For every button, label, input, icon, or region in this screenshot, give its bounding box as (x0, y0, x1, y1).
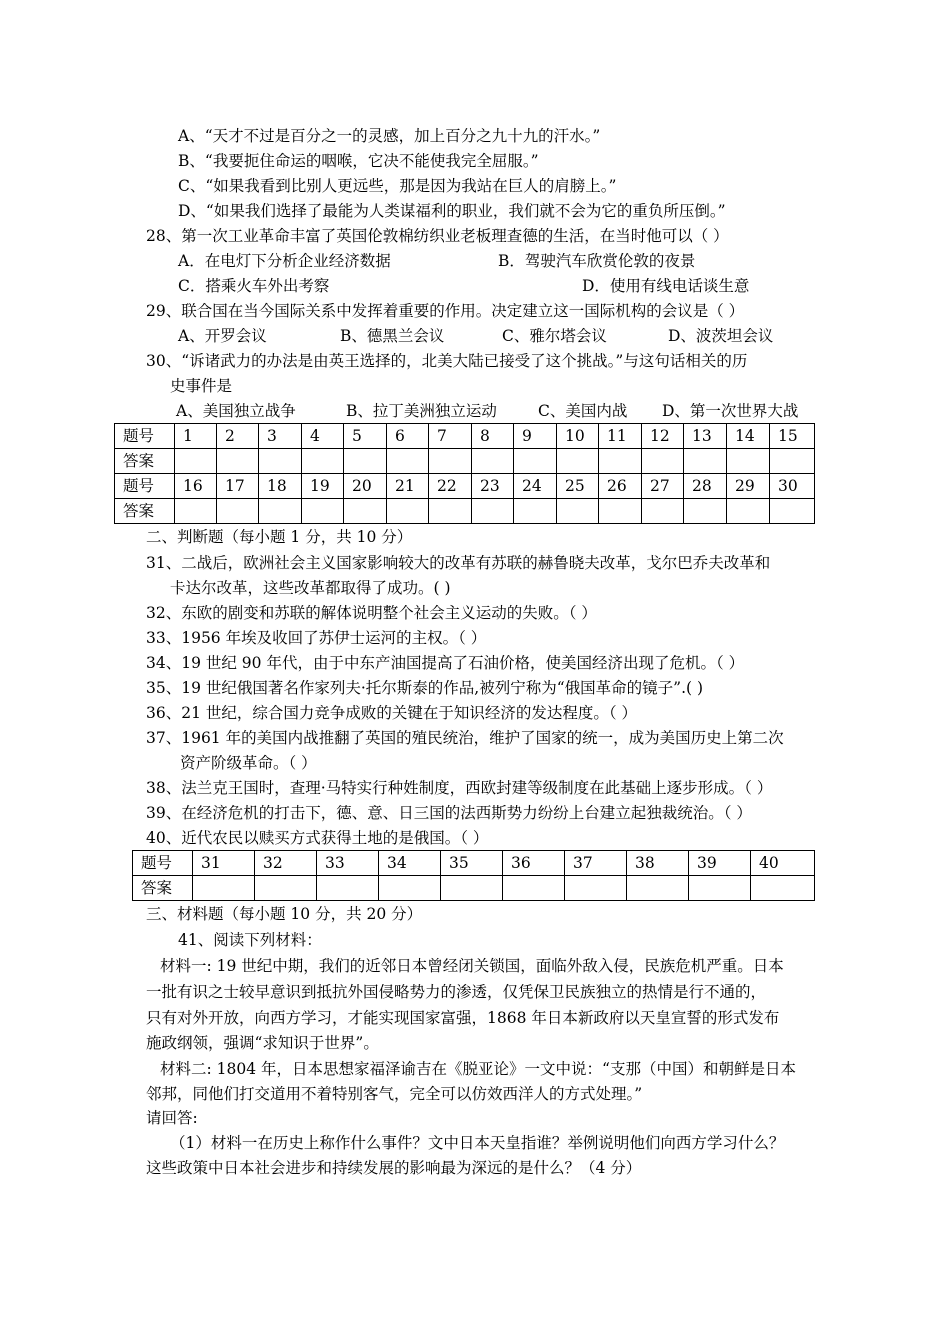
judge-q38: 38、法兰克王国时，查理·马特实行种姓制度，西欧封建等级制度在此基础上逐步形成。（ ） (146, 779, 773, 797)
answer-cell[interactable] (503, 876, 565, 901)
answer-cell[interactable] (557, 449, 599, 474)
question-number: 18 (259, 474, 302, 499)
material1-line3: 只有对外开放，向西方学习，才能实现国家富强，1868 年日本新政府以天皇宣誓的形式发布 (146, 1009, 780, 1027)
answer-label: 答案 (115, 449, 175, 474)
judge-q40: 40、近代农民以赎买方式获得土地的是俄国。（ ） (146, 829, 489, 847)
q27-option-c: C、“如果我看到比别人更远些，那是因为我站在巨人的肩膀上。” (178, 177, 617, 195)
answer-cell[interactable] (344, 449, 387, 474)
question-number-label: 题号 (133, 851, 193, 876)
answer-cell[interactable] (684, 449, 727, 474)
question-number: 12 (642, 424, 684, 449)
judge-q34: 34、19 世纪 90 年代，由于中东产油国提高了石油价格，使美国经济出现了危机。（ ） (146, 654, 745, 672)
answer-cell[interactable] (379, 876, 441, 901)
answer-cell[interactable] (727, 499, 770, 524)
answer-cell[interactable] (472, 449, 514, 474)
answer-cell[interactable] (727, 449, 770, 474)
answer-cell[interactable] (770, 449, 815, 474)
question-number: 9 (514, 424, 557, 449)
judge-q39: 39、在经济危机的打击下，德、意、日三国的法西斯势力纷纷上台建立起独裁统治。（ ） (146, 804, 752, 822)
question-number: 26 (599, 474, 642, 499)
q30-option-a: A、美国独立战争 (176, 402, 296, 420)
question-number: 17 (217, 474, 259, 499)
question-number: 33 (317, 851, 379, 876)
question-number: 19 (302, 474, 344, 499)
answer-cell[interactable] (642, 449, 684, 474)
question-number: 39 (689, 851, 751, 876)
q27-option-b: B、“我要扼住命运的咽喉，它决不能使我完全屈服。” (178, 152, 539, 170)
section3-title: 三、材料题（每小题 10 分，共 20 分） (146, 905, 423, 923)
q27-option-d: D、“如果我们选择了最能为人类谋福利的职业，我们就不会为它的重负所压倒。” (178, 202, 726, 220)
question-number: 30 (770, 474, 815, 499)
sub-question-1-line1: （1）材料一在历史上称作什么事件？文中日本天皇指谁？举例说明他们向西方学习什么？ (170, 1134, 785, 1152)
question-number: 37 (565, 851, 627, 876)
q29-stem: 29、联合国在当今国际关系中发挥着重要的作用。决定建立这一国际机构的会议是（ ） (146, 302, 745, 320)
question-number: 8 (472, 424, 514, 449)
question-number: 34 (379, 851, 441, 876)
answer-table-2 (132, 850, 815, 901)
answer-cell[interactable] (317, 876, 379, 901)
question-number: 32 (255, 851, 317, 876)
answer-cell[interactable] (429, 449, 472, 474)
answer-cell[interactable] (217, 499, 259, 524)
answer-cell[interactable] (689, 876, 751, 901)
material1-line1: 材料一: 19 世纪中期，我们的近邻日本曾经闭关锁国，面临外敌入侵，民族危机严重。日本 (160, 957, 784, 975)
answer-cell[interactable] (642, 499, 684, 524)
q28-option-d: D．使用有线电话谈生意 (582, 277, 750, 295)
material2-line2: 邻邦，同他们打交道用不着特别客气，完全可以仿效西洋人的方式处理。” (146, 1085, 643, 1103)
question-number: 27 (642, 474, 684, 499)
question-number: 40 (751, 851, 815, 876)
answer-cell[interactable] (565, 876, 627, 901)
answer-cell[interactable] (302, 449, 344, 474)
material1-line2: 一批有识之士较早意识到抵抗外国侵略势力的渗透，仅凭保卫民族独立的热情是行不通的， (146, 983, 767, 1001)
answer-cell[interactable] (514, 499, 557, 524)
answer-cell[interactable] (259, 449, 302, 474)
question-number: 6 (387, 424, 429, 449)
answer-cell[interactable] (175, 449, 217, 474)
answer-cell[interactable] (472, 499, 514, 524)
sub-question-1-line2: 这些政策中日本社会进步和持续发展的影响最为深远的是什么？（4 分） (146, 1159, 642, 1177)
answer-cell[interactable] (344, 499, 387, 524)
judge-q33: 33、1956 年埃及收回了苏伊士运河的主权。（ ） (146, 629, 487, 647)
judge-q31-line1: 31、二战后，欧洲社会主义国家影响较大的改革有苏联的赫鲁晓夫改革，戈尔巴乔夫改革和 (146, 554, 771, 572)
judge-q31-line2: 卡达尔改革，这些改革都取得了成功。( ) (170, 579, 451, 597)
question-number: 3 (259, 424, 302, 449)
answer-cell[interactable] (751, 876, 815, 901)
answer-cell[interactable] (217, 449, 259, 474)
answer-cell[interactable] (302, 499, 344, 524)
question-number: 31 (193, 851, 255, 876)
answer-table-1 (114, 423, 815, 524)
question-number: 28 (684, 474, 727, 499)
answer-cell[interactable] (441, 876, 503, 901)
answer-cell[interactable] (387, 499, 429, 524)
answer-cell[interactable] (387, 449, 429, 474)
table-row (133, 851, 815, 876)
q29-option-b: B、德黑兰会议 (340, 327, 445, 345)
judge-q32: 32、东欧的剧变和苏联的解体说明整个社会主义运动的失败。（ ） (146, 604, 597, 622)
q30-option-b: B、拉丁美洲独立运动 (346, 402, 497, 420)
q28-option-b: B．驾驶汽车欣赏伦敦的夜景 (498, 252, 696, 270)
question-number: 14 (727, 424, 770, 449)
question-number: 25 (557, 474, 599, 499)
q29-option-c: C、雅尔塔会议 (502, 327, 607, 345)
answer-cell[interactable] (684, 499, 727, 524)
question-number-label: 题号 (115, 424, 175, 449)
q30-stem-line2: 史事件是 (170, 377, 233, 395)
question-number: 13 (684, 424, 727, 449)
answer-cell[interactable] (175, 499, 217, 524)
question-number: 35 (441, 851, 503, 876)
question-number: 1 (175, 424, 217, 449)
question-number: 22 (429, 474, 472, 499)
answer-cell[interactable] (259, 499, 302, 524)
answer-cell[interactable] (599, 449, 642, 474)
section2-title: 二、判断题（每小题 1 分，共 10 分） (146, 528, 413, 546)
please-answer: 请回答: (146, 1109, 198, 1127)
answer-cell[interactable] (255, 876, 317, 901)
question-number-label: 题号 (115, 474, 175, 499)
question-number: 2 (217, 424, 259, 449)
q29-option-d: D、波茨坦会议 (668, 327, 774, 345)
q41-intro: 41、阅读下列材料： (178, 931, 322, 949)
judge-q35: 35、19 世纪俄国著名作家列夫·托尔斯泰的作品,被列宁称为“俄国革命的镜子”.( ) (146, 679, 704, 697)
material1-line4: 施政纲领，强调“求知识于世界”。 (146, 1034, 379, 1052)
answer-label: 答案 (115, 499, 175, 524)
question-number: 38 (627, 851, 689, 876)
q30-option-c: C、美国内战 (538, 402, 628, 420)
table-row (133, 876, 815, 901)
answer-cell[interactable] (514, 449, 557, 474)
answer-cell[interactable] (193, 876, 255, 901)
q27-option-a: A、“天才不过是百分之一的灵感，加上百分之九十九的汗水。” (178, 127, 601, 145)
question-number: 21 (387, 474, 429, 499)
answer-cell[interactable] (627, 876, 689, 901)
judge-q36: 36、21 世纪，综合国力竞争成败的关键在于知识经济的发达程度。（ ） (146, 704, 638, 722)
question-number: 5 (344, 424, 387, 449)
judge-q37-line1: 37、1961 年的美国内战推翻了英国的殖民统治，维护了国家的统一，成为美国历史上第二次 (146, 729, 784, 747)
question-number: 16 (175, 474, 217, 499)
table-row (115, 499, 815, 524)
question-number: 11 (599, 424, 642, 449)
q29-option-a: A、开罗会议 (178, 327, 267, 345)
q28-stem: 28、第一次工业革命丰富了英国伦敦棉纺织业老板理查德的生活，在当时他可以（ ） (146, 227, 729, 245)
q30-option-d: D、第一次世界大战 (662, 402, 799, 420)
answer-cell[interactable] (557, 499, 599, 524)
question-number: 20 (344, 474, 387, 499)
question-number: 23 (472, 474, 514, 499)
question-number: 29 (727, 474, 770, 499)
question-number: 36 (503, 851, 565, 876)
table-row (115, 474, 815, 499)
answer-label: 答案 (133, 876, 193, 901)
q30-stem-line1: 30、“诉诸武力的办法是由英王选择的，北美大陆已接受了这个挑战。”与这句话相关的历 (146, 352, 748, 370)
table-row (115, 424, 815, 449)
question-number: 10 (557, 424, 599, 449)
answer-cell[interactable] (770, 499, 815, 524)
answer-cell[interactable] (599, 499, 642, 524)
q28-option-c: C．搭乘火车外出考察 (178, 277, 330, 295)
table-row (115, 449, 815, 474)
question-number: 4 (302, 424, 344, 449)
judge-q37-line2: 资产阶级革命。（ ） (180, 754, 317, 772)
material2-line1: 材料二: 1804 年，日本思想家福泽谕吉在《脱亚论》一文中说：“支那（中国）和朝鲜是日本 (160, 1060, 796, 1078)
q28-option-a: A．在电灯下分析企业经济数据 (178, 252, 391, 270)
question-number: 24 (514, 474, 557, 499)
question-number: 15 (770, 424, 815, 449)
question-number: 7 (429, 424, 472, 449)
answer-cell[interactable] (429, 499, 472, 524)
